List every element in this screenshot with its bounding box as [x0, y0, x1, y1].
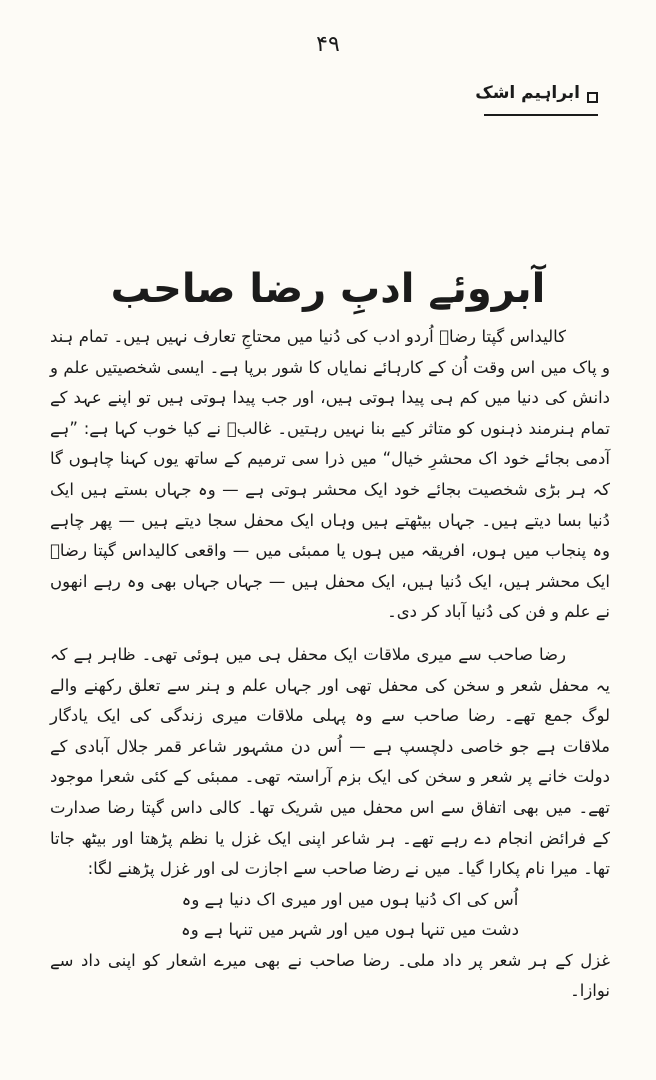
couplet-line: دشت میں تنہا ہوں میں اور شہر میں تنہا ہے وہ [181, 920, 519, 940]
author-underline [484, 114, 598, 116]
closing-paragraph: غزل کے ہر شعر پر داد ملی۔ رضا صاحب نے بھی میرے اشعار کو اپنی داد سے نوازا۔ [50, 950, 610, 1001]
page-number: ۴۹ [316, 32, 340, 57]
article-body [50, 322, 610, 1007]
couplet-line: اُس کی اک دُنیا ہوں میں اور میری اک دنیا ہے وہ [181, 889, 519, 909]
author-header [475, 80, 598, 120]
paragraph: رضا صاحب سے میری ملاقات ایک محفل ہی میں ہوئی تھی۔ ظاہر ہے کہ یہ محفل شعر و سخن کی محفل تھی اور جہاں علم و ہنر سے تعلق رکھنے والے لوگ جمع تھے۔ رضا صاحب سے وہ پہلی ملاقات میری زندگی کی ایک یادگار ملاقات ہے جو خاصی دلچسپ ہے — اُس دن مشہور شاعر قمر جلال آبادی کے دولت خانے پر شعر و سخن کی ایک بزم آراستہ تھی۔ ممبئی کے کئی شعرا موجود تھے۔ میں بھی اتفاق سے اس محفل میں شریک تھا۔ کالی داس گپتا رضا صدارت کے فرائض انجام دے رہے تھے۔ ہر شاعر اپنی ایک غزل یا نظم پڑھتا اور بیٹھ جاتا تھا۔ میرا نام پکارا گیا۔ میں نے رضا صاحب سے اجازت لی اور غزل پڑھنے لگا: [50, 644, 610, 879]
article-title: آبروئے ادبِ رضا صاحب [110, 265, 546, 312]
paragraph: کالیداس گپتا رضاؔ اُردو ادب کی دُنیا میں محتاجِ تعارف نہیں ہیں۔ تمام ہند و پاک میں اس وقت اُن کے کارہائے نمایاں کا شور برپا ہے۔ ایسی شخصیتیں علم و دانش کی دنیا میں کم ہی پیدا ہوتی ہیں، اور جب پیدا ہوتی ہیں تو اپنے عہد کے تمام ہنرمند ذہنوں کو متاثر کیے بنا نہیں رہتیں۔ غالبؔ نے کیا خوب کہا ہے: ”ہے آدمی بجائے خود اک محشرِ خیال“ میں ذرا سی ترمیم کے ساتھ یوں کہنا چاہوں گا کہ ہر بڑی شخصیت بجائے خود ایک محشر ہوتی ہے — وہ جہاں بستے ہیں ایک دُنیا بسا دیتے ہیں۔ جہاں بیٹھتے ہیں وہاں ایک محفل سجا دیتے ہیں — پھر چاہے وہ پنجاب میں ہوں، افریقہ میں ہوں یا ممبئی میں — واقعی کالیداس گپتا رضاؔ ایک محشر ہیں، ایک دُنیا ہیں، ایک محفل ہیں — جہاں جہاں بھی وہ رہے انھوں نے علم و فن کی دُنیا آباد کر دی۔ [50, 327, 610, 622]
checkbox-square-icon [587, 92, 598, 103]
author-name: ابراہیم اشک [475, 83, 580, 103]
